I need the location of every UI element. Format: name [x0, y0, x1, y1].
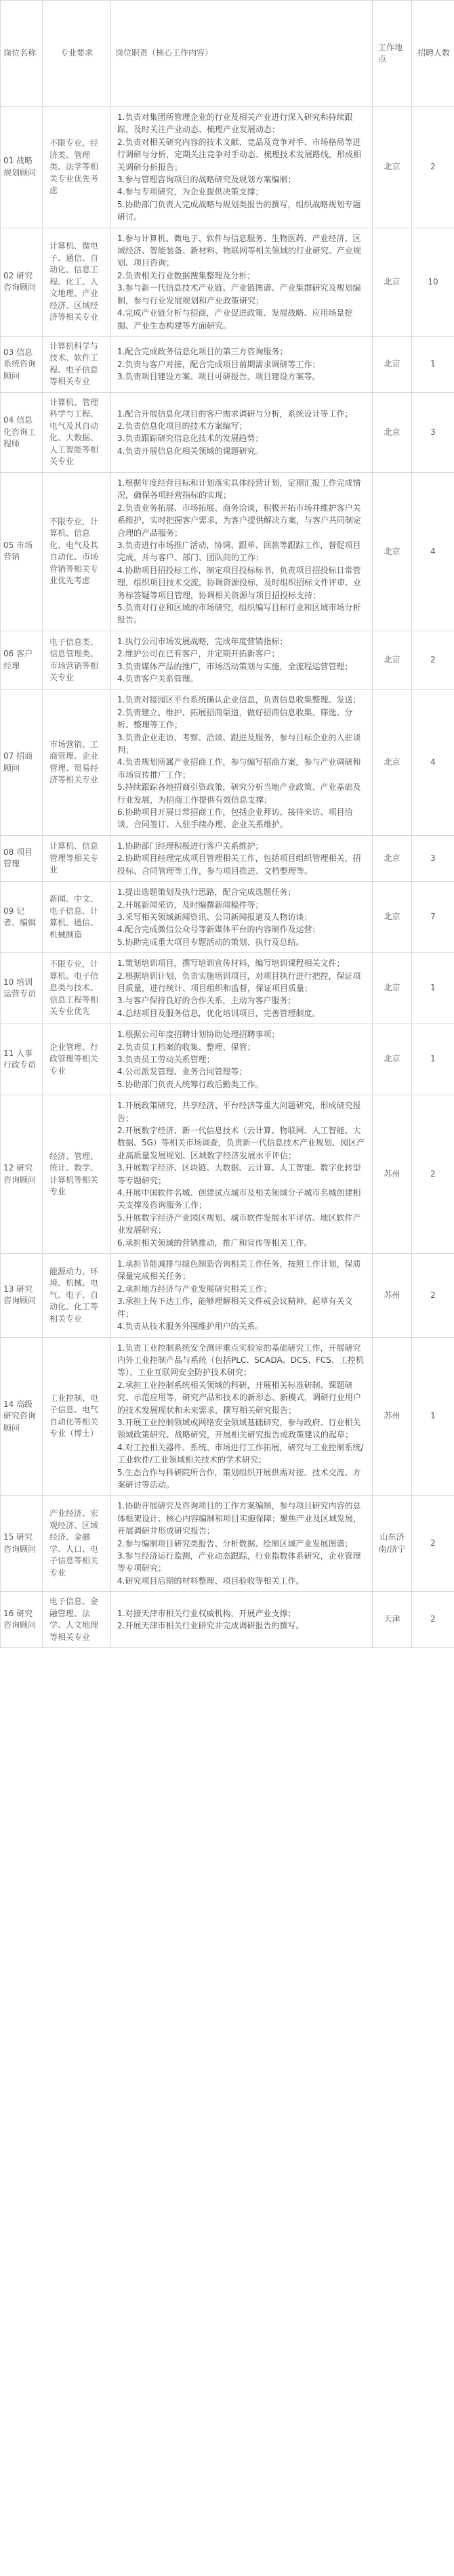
duties-cell [111, 392, 373, 472]
table-row [1, 631, 454, 690]
duty-item: 4.负责从技术服务外围维护用户的关系。 [117, 1322, 264, 1332]
location-cell: 北京 [373, 472, 412, 631]
duties-cell [111, 1496, 373, 1592]
duties-cell [111, 107, 373, 228]
headcount-cell: 2 [412, 631, 454, 690]
duty-item: 5.负责对行业和区域的市场研究，组织编写目标行业和区域市场分析报告。 [117, 602, 361, 625]
duty-item: 1.负责工业控制系统安全测评重点实验室的基础研究工作，开展研究内外工业控制产品与系统（包括PLC、SCADA、DCS、FCS、工控机等）、工业互联网安全防护技术研究； [117, 1343, 364, 1378]
post-name-cell: 04 信息化咨询工程师 [1, 392, 43, 472]
location-cell: 北京 [373, 953, 412, 1024]
headcount-cell: 7 [412, 882, 454, 953]
duty-item: 1.根据年度经营目标和计划落实具体经营计划，定期汇报工作完成情况，确保各项经营指标的实现； [117, 478, 361, 501]
headcount-cell: 2 [412, 1496, 454, 1592]
duty-item: 5.协助部门负责人统筹行政后勤类工作。 [117, 1079, 264, 1089]
duty-item: 1.负责对集团所管理企业的行业及相关产业进行深入研究和持续跟踪，及时关注产业动态、梳理产业发展动态； [117, 112, 353, 135]
duty-item: 4.负责规划所属产业招商工作，参与编写招商方案，参与产业调研和市场宣传推广工作； [117, 757, 361, 780]
location-cell: 苏州 [373, 1254, 412, 1337]
header-post-name: 岗位名称 [1, 1, 43, 107]
duty-item: 4.研究项目后期的材料整理、项目验收等相关工作。 [117, 1576, 304, 1586]
post-name-cell: 16 研究咨询顾问 [1, 1592, 43, 1648]
duty-item: 5.协助部门负责人完成战略与规划类报告的撰写，组织战略规划专题研讨。 [117, 199, 361, 222]
location-cell: 北京 [373, 835, 412, 881]
post-name-cell: 12 研究咨询顾问 [1, 1095, 43, 1254]
duty-item: 3.负责进行市场推广活动，协调、跟单、回款等跟踪工作，督促项目完成，并与客户、部门、团队间的工作； [117, 540, 361, 563]
duty-item: 3.负责跟踪研究信息化技术的发展趋势； [117, 434, 264, 444]
duty-item: 1.提出选题策划及执行思路，配合完成选题任务； [117, 887, 296, 898]
duty-item: 3.参与新一代信息技术产业链、产业链图谱、产业集群研究及规划编制，参与行业发展规划和产业政策研究； [117, 283, 361, 305]
location-cell: 北京 [373, 631, 412, 690]
duties-cell [111, 631, 373, 690]
table-row [1, 1024, 454, 1095]
duty-item: 1.开展政策研究，共享经济、平台经济等重大问题研究，形成研究报告； [117, 1101, 361, 1123]
duty-item: 3.参与经济运行监测，产业动态跟踪，行业指数体系研究，企业管理等专项研究； [117, 1551, 361, 1574]
post-name-cell: 06 客户经理 [1, 631, 43, 690]
duty-item: 2.承担地方经济与产业发展研究相关工作； [117, 1284, 272, 1294]
location-cell: 北京 [373, 392, 412, 472]
headcount-cell: 1 [412, 953, 454, 1024]
duty-item: 4.对工控相关器件、系统、市场进行工作拓展，研究与工业控制系统/工业软件/工业领域相关技术的学术研究； [117, 1442, 364, 1465]
duty-item: 3.开展数字经济、区块链、大数据、云计算、人工智能、数字化转型等专题研究； [117, 1163, 361, 1185]
requirements-cell: 电子信息类、信息管理类、市场营销等相关专业 [43, 631, 111, 690]
post-name-cell: 08 项目管理 [1, 835, 43, 881]
post-name-cell: 03 信息系统咨询顾问 [1, 336, 43, 392]
location-cell: 北京 [373, 690, 412, 835]
headcount-cell: 4 [412, 472, 454, 631]
headcount-cell: 3 [412, 835, 454, 881]
location-cell: 北京 [373, 1024, 412, 1095]
table-row [1, 336, 454, 392]
table-row [1, 882, 454, 953]
duty-item: 3.负责媒体产品的推广，市场活动策划与实施，全流程运营管理； [117, 661, 353, 671]
duty-item: 1.根据公司年度招聘计划协助处理招聘事项； [117, 1030, 280, 1040]
headcount-cell: 2 [412, 1592, 454, 1648]
headcount-cell: 3 [412, 392, 454, 472]
requirements-cell: 工业控制、电子信息、电气自动化等相关专业（博士） [43, 1337, 111, 1496]
duty-item: 5.生态合作与科研院所合作，策划组织开展供需对接、技术交流、方案研讨等活动。 [117, 1467, 361, 1490]
location-cell: 山东济南/济宁 [373, 1496, 412, 1592]
duty-item: 5.开展数字经济产业园区规划、城市软件发展水平评估、地区软件产业发展研究； [117, 1212, 361, 1236]
duty-item: 1.执行公司市场发展战略，完成年度营销指标； [117, 636, 288, 646]
duty-item: 2.负责相关行业数据搜集整理及分析； [117, 270, 255, 280]
duty-item: 3.采写相关领域新闻资讯、公司新闻报道及人物访谈； [117, 912, 312, 922]
headcount-cell: 1 [412, 1337, 454, 1496]
requirements-cell: 计算机、管理科学与工程、电气及其自动化、大数据、人工智能等相关专业 [43, 392, 111, 472]
duty-item: 2.负责与客户对接，配合完成项目前期需求调研等工作； [117, 359, 321, 369]
post-name-cell: 07 招商顾问 [1, 690, 43, 835]
table-row [1, 690, 454, 835]
duty-item: 1.协助开展研究及咨询项目的工作方案编制，参与项目研究内容的总体框架设计、核心内容编制和项目实施保障；聚焦产业及区域发展，开展调研并形成研究报告； [117, 1501, 362, 1536]
post-name-cell: 15 研究咨询顾问 [1, 1496, 43, 1592]
table-row [1, 1592, 454, 1648]
headcount-cell: 1 [412, 1024, 454, 1095]
duty-item: 2.根据培训计划，负责实施培训项目，对项目执行进行把控，保证项目质量，进行统计、项目组织和监督，保证项目质量； [117, 971, 361, 993]
table-row [1, 835, 454, 881]
headcount-cell: 2 [412, 1095, 454, 1254]
requirements-cell: 能源动力、环境、机械、电气、电子、自动化、化工等相关专业 [43, 1254, 111, 1337]
requirements-cell: 电子信息、金融管理、法学、人文地理等相关专业 [43, 1592, 111, 1648]
duty-item: 3.开展工业控制领域或网络安全领域基础研究，参与政府、行业相关领域政策研究、战略研究，开展相关研究报告或政策建议的起草； [117, 1417, 361, 1440]
duty-item: 1.协助部门经理积极进行客户关系维护； [117, 841, 264, 851]
duty-item: 2.负责建立、维护、拓展招商渠道，做好招商信息收集、筛选、分析、整理等工作； [117, 707, 353, 730]
table-row [1, 1496, 454, 1592]
duty-item: 4.协助项目招投标工作，制定项目投标标书，负责项目招投标日常管理，组织项目技术交流，协调资源投标，及时组织招标文件评审、业务标答疑等项目管理，协调相关资源与项目招投标支持； [117, 565, 362, 600]
duty-item: 1.负责对接园区平台系统确认企业信息，负责信息收集整理、发送； [117, 695, 361, 705]
duty-item: 6.承担相关领域的营销推动，推广和宣传等相关工作。 [117, 1238, 312, 1248]
duties-cell [111, 472, 373, 631]
duty-item: 3.负责员工劳动关系管理； [117, 1054, 215, 1064]
duty-item: 1.配合完成政务信息化项目的第三方咨询服务； [117, 347, 288, 357]
location-cell: 北京 [373, 882, 412, 953]
requirements-cell: 计算机、微电子、通信、自动化、信息工程、化工、人文地理、产业经济、区域经济等相关专业 [43, 228, 111, 336]
duty-item: 2.负责对相关研究内容的技术文献、竞品及竞争对手、市场格局等进行调研与分析，定期关注竞争对手动态、梳理技术发展路线，形成相关调研分析报告； [117, 137, 362, 172]
duty-item: 4.配合完成微信公众号等新媒体平台的内容制作及运营； [117, 925, 321, 935]
table-row [1, 953, 454, 1024]
requirements-cell: 不限专业，经济类、管理类、法学等相关专业优先考虑 [43, 107, 111, 228]
duty-item: 6.协助项目开展日常招商工作，包括企业拜访、接待来访、项目洽谈、合同签订、入驻手续办理、企业关系维护。 [117, 807, 353, 830]
post-name-cell: 09 记者、编辑 [1, 882, 43, 953]
duty-item: 5.协助完成重大项目专题活动的策划、执行及总结。 [117, 937, 304, 947]
duties-cell [111, 882, 373, 953]
location-cell: 北京 [373, 336, 412, 392]
duty-item: 1.策划培训项目，撰写培训宣传材料，编写培训课程相关文件； [117, 958, 345, 969]
duty-item: 3.承担上传下达工作，能够理解相关文件或会议精神，起草有关文件； [117, 1296, 353, 1319]
header-requirements: 专业要求 [43, 1, 111, 107]
duty-item: 2.负责员工档案的收集、整理、保管； [117, 1042, 255, 1052]
post-name-cell: 11 人事行政专员 [1, 1024, 43, 1095]
requirements-cell: 计算机科学与技术、软件工程、电子信息等相关专业 [43, 336, 111, 392]
table-row [1, 228, 454, 336]
table-row [1, 392, 454, 472]
headcount-cell: 2 [412, 1254, 454, 1337]
duty-item: 2.负责信息化项目的技术方案编写； [117, 421, 247, 431]
duty-item: 4.开展中国软件名城、创建试点城市及相关领域分子城市名城创建相关支撑及咨询服务工作； [117, 1188, 361, 1210]
headcount-cell: 10 [412, 228, 454, 336]
duties-cell [111, 336, 373, 392]
requirements-cell: 市场营销、工商管理、企业管理、贸易经济等相关专业 [43, 690, 111, 835]
duty-item: 2.开展天津市相关行业研究并完成调研报告的撰写。 [117, 1621, 304, 1631]
post-name-cell: 01 战略规划顾问 [1, 107, 43, 228]
post-name-cell: 02 研究咨询顾问 [1, 228, 43, 336]
header-headcount: 招聘人数 [412, 1, 454, 107]
location-cell: 苏州 [373, 1095, 412, 1254]
duties-cell [111, 690, 373, 835]
duty-item: 2.负责业务拓展、市场拓展、商务洽谈，积极开拓市场并维护客户关系维护，实时把握客户需求，为客户提供解决方案，与客户共同制定合理的产品服务； [117, 503, 362, 538]
duty-item: 4.负责客户关系管理。 [117, 674, 199, 683]
table-header-row [1, 1, 454, 107]
duty-item: 4.参与专项研究，为企业提供决策支撑； [117, 187, 264, 197]
duty-item: 1.参与计算机、微电子、软件与信息服务、生物医药、产业经济、区域经济、智能装备、新材料、物联网等相关领域的行业研究、产业规划、项目咨询； [117, 233, 362, 268]
duty-item: 3.负责企业走访、考察、洽谈、跟进及服务，参与目标企业的入驻谈判； [117, 732, 361, 755]
duties-cell [111, 228, 373, 336]
post-name-cell: 14 高级研究咨询顾问 [1, 1337, 43, 1496]
duty-item: 4.公司派发管理、业务合同管理等； [117, 1067, 247, 1077]
requirements-cell: 计算机、信息管理等相关专业 [43, 835, 111, 881]
duties-cell [111, 1337, 373, 1496]
requirements-cell: 不限专业，计算机、电子信息类与技术、信息工程等相关专业优先 [43, 953, 111, 1024]
table-row [1, 1095, 454, 1254]
duties-cell [111, 953, 373, 1024]
table-body [1, 107, 454, 1648]
post-name-cell: 10 培训运营专员 [1, 953, 43, 1024]
duty-item: 1.对接天津市相关行业权威机构，开展产业支撑； [117, 1608, 296, 1618]
duties-cell [111, 1024, 373, 1095]
location-cell: 天津 [373, 1592, 412, 1648]
duty-item: 5.持续跟踪各地招商引资政策，研究分析当地产业政策、产业基础及行业发展，为招商工作提供有效信息支撑； [117, 782, 361, 805]
header-location: 工作地点 [373, 1, 412, 107]
duty-item: 4.负责开展信息化相关领域的课题研究。 [117, 446, 264, 456]
requirements-cell: 新闻、中文、电子信息、计算机、通信、机械制造 [43, 882, 111, 953]
location-cell: 苏州 [373, 1337, 412, 1496]
headcount-cell: 2 [412, 107, 454, 228]
duty-item: 3.与客户保持良好的合作关系，主动为客户服务； [117, 996, 296, 1006]
duties-cell [111, 835, 373, 881]
duty-item: 4.总结项目及服务信息，优化培训项目，完善管理制度。 [117, 1008, 321, 1018]
duty-item: 1.配合开展信息化项目的客户需求调研与分析，系统设计等工作； [117, 408, 353, 419]
requirements-cell: 不限专业，计算机、信息化、电气及其自动化、市场营销等相关专业优先考虑 [43, 472, 111, 631]
requirements-cell: 企业管理、行政管理等相关专业 [43, 1024, 111, 1095]
post-name-cell: 05 市场营销 [1, 472, 43, 631]
table-row [1, 1254, 454, 1337]
duty-item: 3.负责项目建设方案、项目可研报告、项目建设方案等。 [117, 372, 321, 382]
duty-item: 2.协助项目经理完成项目管理相关工作，包括项目组织管理相关，招投标、合同管理等工作，参与项目推进、文档整理等。 [117, 853, 361, 876]
duty-item: 1.承担节能减排与绿色制造咨询相关工作任务，按照工作计划，保质保量完成相关任务； [117, 1259, 361, 1282]
headcount-cell: 1 [412, 336, 454, 392]
duties-cell [111, 1592, 373, 1648]
location-cell: 北京 [373, 107, 412, 228]
requirements-cell: 产业经济、宏观经济、区域经济、金融学、人口、电子信息等相关专业 [43, 1496, 111, 1592]
duty-item: 2.承担工业控制系统相关领域的科研，开展相关标准研制、课题研究、示范应用等，研究产品和技术的新形态、新模式，调研行业用户的技术发展现状和未来需求，撰写相关研究报告； [117, 1380, 362, 1415]
duty-item: 2.开展新闻采访，及时编撰新闻稿件等； [117, 900, 264, 910]
duty-item: 2.维护公司在已有客户，并定期开拓新客户； [117, 649, 280, 659]
duty-item: 3.参与管理咨询项目的战略研究及规划方案编制； [117, 175, 296, 185]
requirements-cell: 经济、管理、统计、数学、计算机等相关专业 [43, 1095, 111, 1254]
header-duties: 岗位职责（核心工作内容） [111, 1, 373, 107]
table-row [1, 1337, 454, 1496]
table-row [1, 107, 454, 228]
location-cell: 北京 [373, 228, 412, 336]
table-row [1, 472, 454, 631]
headcount-cell: 4 [412, 690, 454, 835]
duties-cell [111, 1095, 373, 1254]
duty-item: 4.完成产业链分析与招商，产业促进政策、发展战略、应用场景挖掘、产业生态构建等方面研究。 [117, 308, 353, 331]
post-name-cell: 13 研究咨询顾问 [1, 1254, 43, 1337]
duty-item: 2.开展数字经济、新一代信息技术（云计算、物联网、人工智能、大数据、5G）等相关市场调查，负责新一代信息技术产业规划、园区产业高质量发展规划、区域数字经济发展水平评估； [117, 1126, 365, 1160]
duty-item: 2.参与编制项目研究类报告、分析数据、绘制区域产业发展图谱； [117, 1538, 353, 1548]
duties-cell [111, 1254, 373, 1337]
